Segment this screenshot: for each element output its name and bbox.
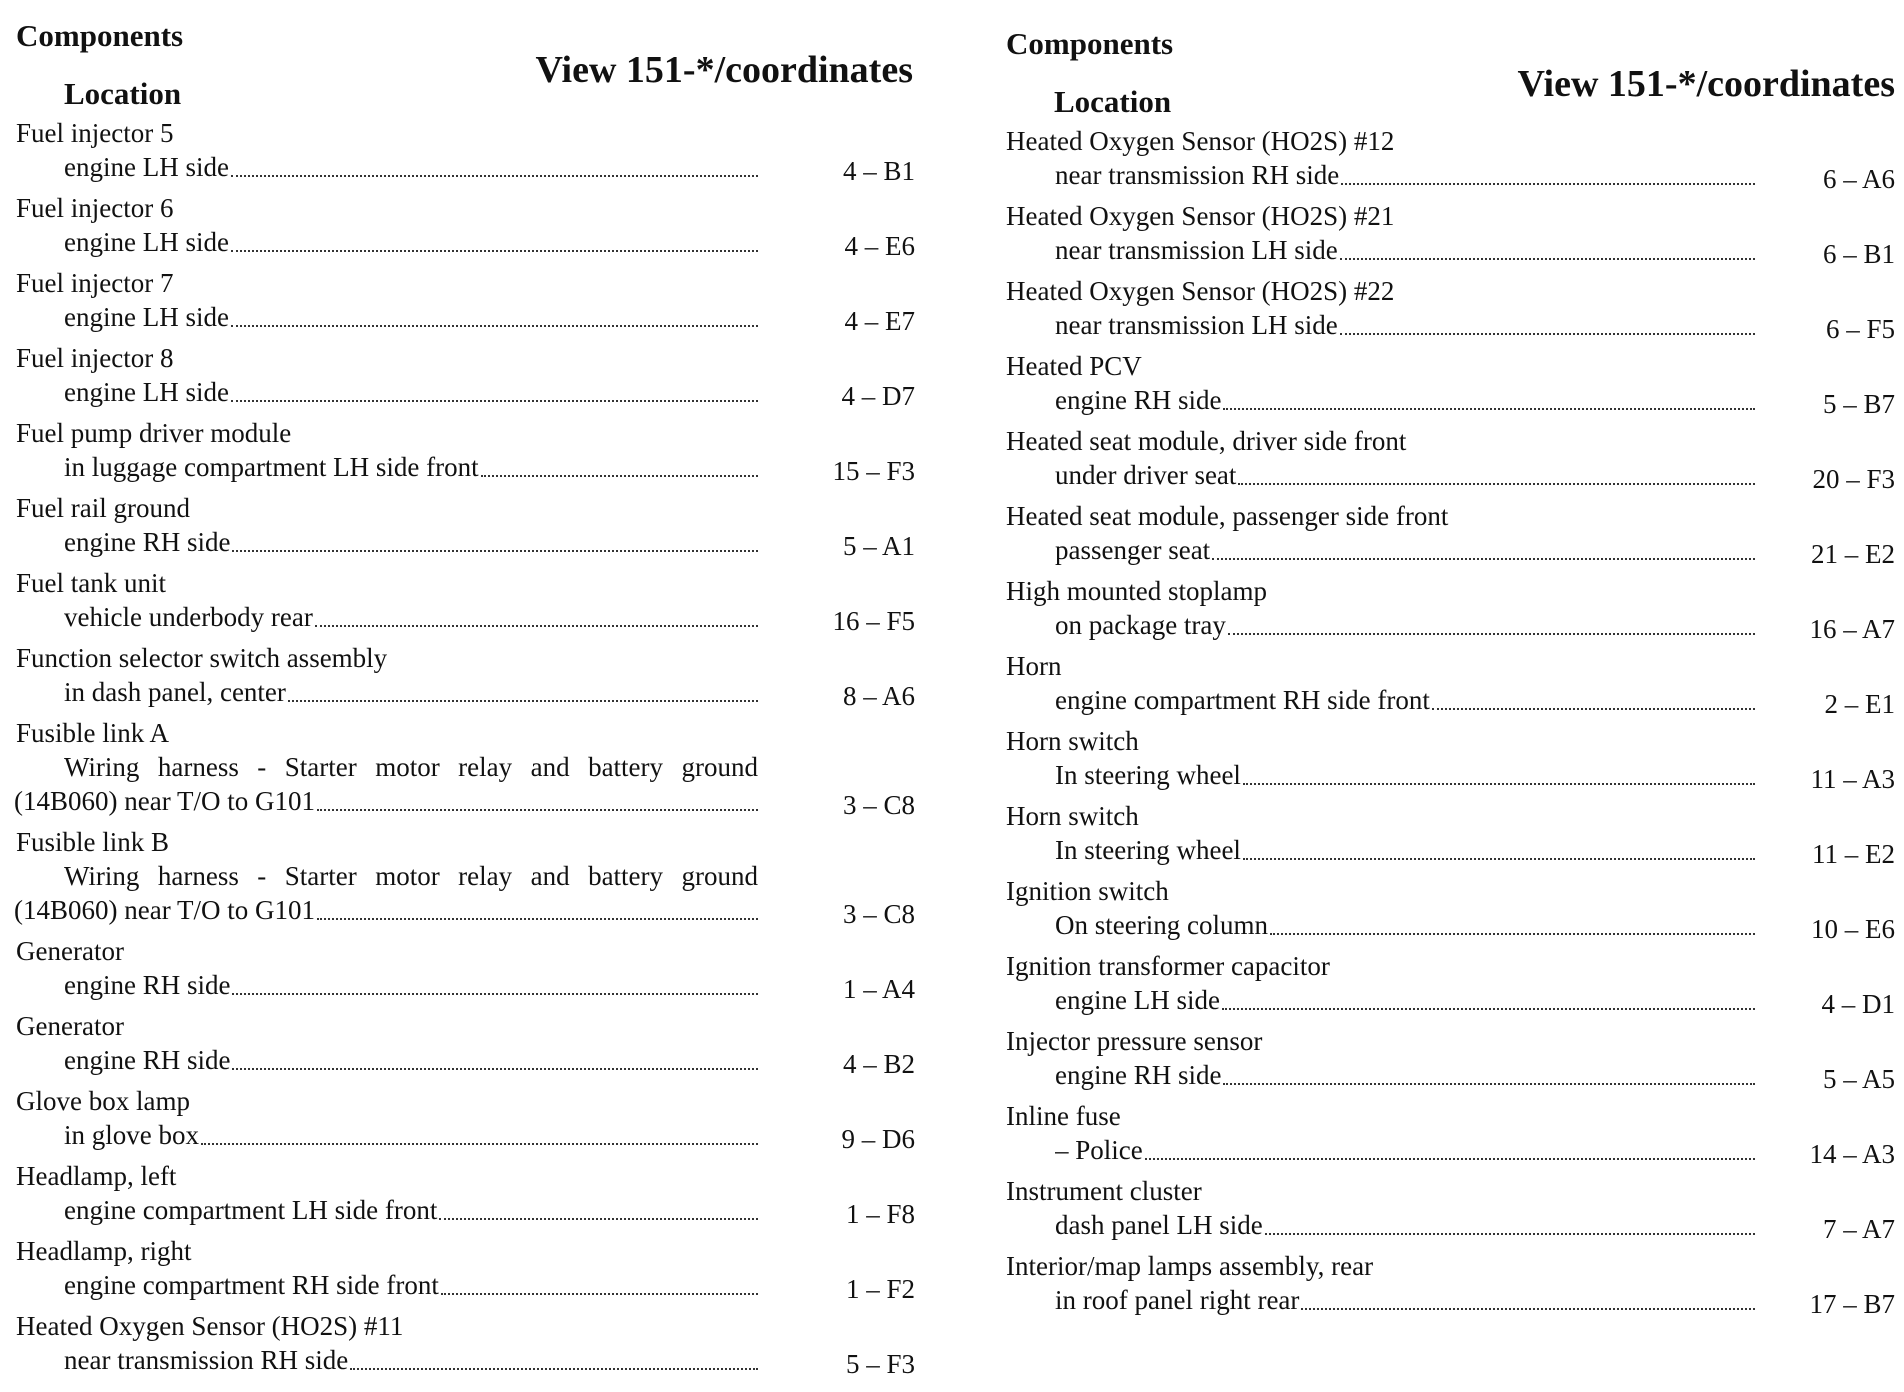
component-location: engine LH side xyxy=(64,227,229,257)
dot-leader xyxy=(1432,708,1755,710)
component-location: passenger seat xyxy=(1055,535,1211,565)
component-location: (14B060) near T/O to G101 xyxy=(14,895,315,925)
dot-leader xyxy=(232,1068,758,1070)
view-coordinates-heading: View 151-*/coordinates xyxy=(1517,63,1895,105)
dot-leader xyxy=(232,993,758,995)
list-item xyxy=(1000,124,1895,199)
dot-leader xyxy=(1301,1308,1755,1310)
component-coordinate: 7 – A7 xyxy=(1822,1214,1895,1244)
component-coordinate: 5 – B7 xyxy=(1822,389,1895,419)
list-item xyxy=(10,825,915,934)
component-location: engine compartment RH side front xyxy=(1055,685,1430,715)
component-location: engine RH side xyxy=(64,970,231,1000)
list-item xyxy=(1000,499,1895,574)
component-coordinate: 17 – B7 xyxy=(1809,1289,1895,1319)
component-coordinate: 4 – B2 xyxy=(842,1049,915,1079)
dot-leader xyxy=(1228,633,1755,635)
component-coordinate: 6 – F5 xyxy=(1825,314,1895,344)
component-name: Heated PCV xyxy=(1006,351,1142,381)
component-name: Headlamp, left xyxy=(16,1161,177,1191)
dot-leader xyxy=(1340,333,1755,335)
component-coordinate: 1 – F2 xyxy=(845,1274,915,1304)
component-name: Inline fuse xyxy=(1006,1101,1121,1131)
dot-leader xyxy=(439,1218,758,1220)
dot-leader xyxy=(1223,1083,1755,1085)
component-name: Generator xyxy=(16,936,124,966)
list-item xyxy=(1000,1024,1895,1099)
component-coordinate: 6 – A6 xyxy=(1822,164,1895,194)
component-name: Headlamp, right xyxy=(16,1236,192,1266)
list-item xyxy=(10,641,915,716)
component-coordinate: 8 – A6 xyxy=(842,681,915,711)
dot-leader xyxy=(1270,933,1755,935)
component-name: Fusible link B xyxy=(16,827,170,857)
component-location: near transmission RH side xyxy=(64,1345,349,1375)
component-coordinate: 11 – E2 xyxy=(1812,839,1895,869)
component-name: Heated seat module, passenger side front xyxy=(1006,501,1449,531)
component-coordinate: 2 – E1 xyxy=(1824,689,1895,719)
dot-leader xyxy=(350,1368,758,1370)
component-coordinate: 4 – E6 xyxy=(844,231,915,261)
component-location: in luggage compartment LH side front xyxy=(64,452,479,482)
component-name: Fuel injector 6 xyxy=(16,193,174,223)
location-heading: Location xyxy=(1054,84,1172,119)
list-item xyxy=(10,491,915,566)
component-location: engine compartment LH side front xyxy=(64,1195,438,1225)
component-coordinate: 5 – A5 xyxy=(1822,1064,1895,1094)
component-name: Heated seat module, driver side front xyxy=(1006,426,1407,456)
component-coordinate: 4 – B1 xyxy=(842,156,915,186)
component-location-line1: Wiring harness - Starter motor relay and battery ground xyxy=(64,861,758,891)
component-coordinate: 6 – B1 xyxy=(1822,239,1895,269)
component-location: in roof panel right rear xyxy=(1055,1285,1300,1315)
component-location: engine RH side xyxy=(64,527,231,557)
component-coordinate: 14 – A3 xyxy=(1809,1139,1895,1169)
dot-leader xyxy=(231,250,758,252)
component-coordinate: 20 – F3 xyxy=(1812,464,1895,494)
component-name: Fuel injector 7 xyxy=(16,268,174,298)
component-coordinate: 5 – A1 xyxy=(842,531,915,561)
component-location: In steering wheel xyxy=(1055,760,1241,790)
list-item xyxy=(10,266,915,341)
list-item xyxy=(10,1309,915,1384)
component-name: Fuel rail ground xyxy=(16,493,190,523)
component-name: Horn switch xyxy=(1006,726,1139,756)
component-coordinate: 5 – F3 xyxy=(845,1349,915,1379)
component-location: In steering wheel xyxy=(1055,835,1241,865)
component-location: in glove box xyxy=(64,1120,199,1150)
dot-leader xyxy=(1238,483,1755,485)
component-name: Ignition transformer capacitor xyxy=(1006,951,1330,981)
entry-list xyxy=(1000,124,1895,1324)
component-name: Heated Oxygen Sensor (HO2S) #21 xyxy=(1006,201,1395,231)
component-name: Horn switch xyxy=(1006,801,1139,831)
dot-leader xyxy=(317,809,758,811)
component-name: Ignition switch xyxy=(1006,876,1169,906)
view-coordinates-heading: View 151-*/coordinates xyxy=(535,49,913,91)
dot-leader xyxy=(231,175,758,177)
component-coordinate: 1 – F8 xyxy=(845,1199,915,1229)
dot-leader xyxy=(232,550,758,552)
component-location: engine RH side xyxy=(1055,1060,1222,1090)
component-coordinate: 4 – D1 xyxy=(1821,989,1895,1019)
dot-leader xyxy=(1341,183,1755,185)
components-heading: Components xyxy=(1006,26,1174,61)
component-name: Horn xyxy=(1006,651,1062,681)
entry-list xyxy=(10,116,915,1384)
dot-leader xyxy=(1222,1008,1755,1010)
component-location-line1: Wiring harness - Starter motor relay and battery ground xyxy=(64,752,758,782)
component-coordinate: 16 – A7 xyxy=(1809,614,1895,644)
list-item xyxy=(1000,949,1895,1024)
list-item xyxy=(10,191,915,266)
list-item xyxy=(10,566,915,641)
component-coordinate: 1 – A4 xyxy=(842,974,915,1004)
component-location: engine LH side xyxy=(64,377,229,407)
list-item xyxy=(1000,1099,1895,1174)
component-location: dash panel LH side xyxy=(1055,1210,1263,1240)
component-coordinate: 3 – C8 xyxy=(842,790,915,820)
dot-leader xyxy=(1243,783,1755,785)
list-item xyxy=(1000,874,1895,949)
component-name: Instrument cluster xyxy=(1006,1176,1202,1206)
component-coordinate: 3 – C8 xyxy=(842,899,915,929)
list-item xyxy=(10,1159,915,1234)
component-location: (14B060) near T/O to G101 xyxy=(14,786,315,816)
component-location: near transmission LH side xyxy=(1055,310,1338,340)
dot-leader xyxy=(441,1293,758,1295)
dot-leader xyxy=(1265,1233,1755,1235)
dot-leader xyxy=(201,1143,758,1145)
list-item xyxy=(1000,649,1895,724)
component-name: Injector pressure sensor xyxy=(1006,1026,1263,1056)
component-coordinate: 15 – F3 xyxy=(832,456,915,486)
list-item xyxy=(10,116,915,191)
component-location: in dash panel, center xyxy=(64,677,286,707)
list-item xyxy=(1000,274,1895,349)
component-name: Fusible link A xyxy=(16,718,170,748)
dot-leader xyxy=(1212,558,1755,560)
dot-leader xyxy=(1340,258,1755,260)
component-location: engine LH side xyxy=(64,302,229,332)
dot-leader xyxy=(1223,408,1755,410)
component-location: under driver seat xyxy=(1055,460,1237,490)
dot-leader xyxy=(231,400,758,402)
list-item xyxy=(1000,424,1895,499)
dot-leader xyxy=(315,625,758,627)
component-location: engine RH side xyxy=(1055,385,1222,415)
component-coordinate: 4 – E7 xyxy=(844,306,915,336)
component-location: – Police xyxy=(1055,1135,1143,1165)
component-name: Glove box lamp xyxy=(16,1086,190,1116)
component-name: Fuel injector 8 xyxy=(16,343,174,373)
component-coordinate: 16 – F5 xyxy=(832,606,915,636)
component-name: Fuel injector 5 xyxy=(16,118,174,148)
component-location: On steering column xyxy=(1055,910,1268,940)
list-item xyxy=(10,341,915,416)
component-location: on package tray xyxy=(1055,610,1226,640)
component-name: Generator xyxy=(16,1011,124,1041)
component-coordinate: 11 – A3 xyxy=(1810,764,1895,794)
list-item xyxy=(10,1084,915,1159)
component-location: near transmission LH side xyxy=(1055,235,1338,265)
component-coordinate: 21 – E2 xyxy=(1811,539,1895,569)
component-location: engine LH side xyxy=(1055,985,1220,1015)
list-item xyxy=(10,934,915,1009)
component-name: Fuel tank unit xyxy=(16,568,166,598)
list-item xyxy=(10,416,915,491)
component-location: engine LH side xyxy=(64,152,229,182)
list-item xyxy=(10,1234,915,1309)
list-item xyxy=(1000,1174,1895,1249)
dot-leader xyxy=(1243,858,1755,860)
dot-leader xyxy=(288,700,758,702)
dot-leader xyxy=(317,918,758,920)
component-name: Heated Oxygen Sensor (HO2S) #12 xyxy=(1006,126,1395,156)
component-location: vehicle underbody rear xyxy=(64,602,313,632)
list-item xyxy=(1000,574,1895,649)
dot-leader xyxy=(231,325,758,327)
component-location: engine compartment RH side front xyxy=(64,1270,439,1300)
list-item xyxy=(1000,349,1895,424)
list-item xyxy=(1000,1249,1895,1324)
component-coordinate: 9 – D6 xyxy=(841,1124,915,1154)
component-name: Interior/map lamps assembly, rear xyxy=(1006,1251,1374,1281)
dot-leader xyxy=(481,475,758,477)
component-location: engine RH side xyxy=(64,1045,231,1075)
component-name: Heated Oxygen Sensor (HO2S) #22 xyxy=(1006,276,1395,306)
list-item xyxy=(10,1009,915,1084)
component-name: Function selector switch assembly xyxy=(16,643,388,673)
list-item xyxy=(10,716,915,825)
component-name: Fuel pump driver module xyxy=(16,418,292,448)
components-heading: Components xyxy=(16,18,184,53)
location-heading: Location xyxy=(64,76,182,111)
component-coordinate: 4 – D7 xyxy=(841,381,915,411)
dot-leader xyxy=(1145,1158,1755,1160)
list-item xyxy=(1000,724,1895,799)
component-name: Heated Oxygen Sensor (HO2S) #11 xyxy=(16,1311,404,1341)
component-coordinate: 10 – E6 xyxy=(1811,914,1895,944)
list-item xyxy=(1000,199,1895,274)
component-name: High mounted stoplamp xyxy=(1006,576,1267,606)
list-item xyxy=(1000,799,1895,874)
component-location: near transmission RH side xyxy=(1055,160,1340,190)
